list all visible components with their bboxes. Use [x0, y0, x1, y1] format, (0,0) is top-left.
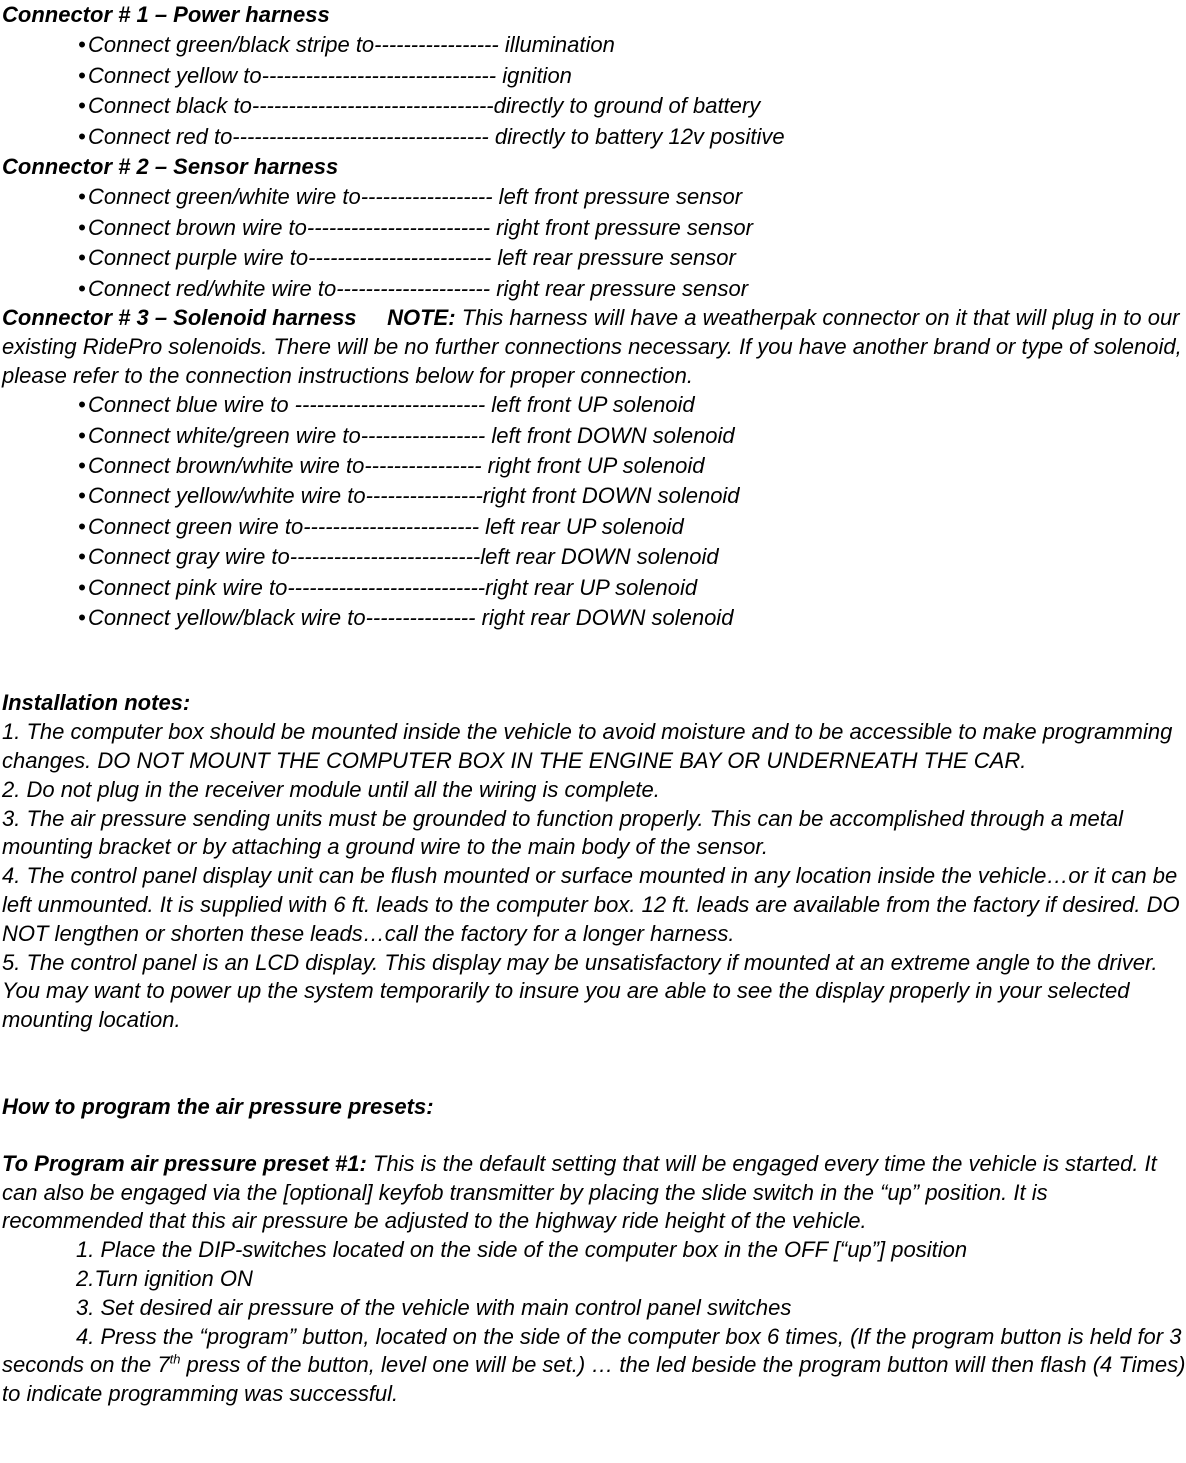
bullet-icon: • — [78, 422, 86, 448]
list-item: • Connect brown/white wire to---------------- right front UP solenoid — [2, 451, 1186, 481]
list-item: • Connect brown wire to------------------------- right front pressure sensor — [2, 213, 1186, 243]
list-item: • Connect yellow/white wire to----------------right front DOWN solenoid — [2, 481, 1186, 511]
list-item: • Connect pink wire to---------------------------right rear UP solenoid — [2, 573, 1186, 603]
list-item: • Connect gray wire to--------------------------left rear DOWN solenoid — [2, 542, 1186, 572]
bullet-icon: • — [78, 245, 86, 271]
bullet-icon: • — [78, 453, 86, 479]
connector-1-prefix: Connector # — [2, 2, 137, 27]
installation-note: 1. The computer box should be mounted inside the vehicle to avoid moisture and to be accessible to make programming changes. DO NOT MOUNT THE COMPUTER BOX IN THE ENGINE BAY OR UNDERNEATH THE CAR. — [2, 719, 1173, 774]
note-label: NOTE: — [387, 304, 456, 330]
step-4-text-b: press of the button, level one will be set.) … the led beside the program button will then flash (4 Times) to indicate programming was successful. — [2, 1352, 1186, 1407]
list-item: • Connect blue wire to -------------------------- left front UP solenoid — [2, 390, 1186, 420]
spacer — [2, 1035, 1186, 1093]
document-page — [2, 0, 1186, 1409]
bullet-icon: • — [78, 392, 86, 418]
list-item: • Connect green/black stripe to----------------- illumination — [2, 30, 1186, 60]
preset-1-label: To Program air pressure preset #1: — [2, 1150, 367, 1176]
bullet-icon: • — [78, 123, 86, 149]
bullet-icon: • — [78, 513, 86, 539]
program-step: 1. Place the DIP-switches located on the side of the computer box in the OFF [“up”] position — [76, 1237, 968, 1263]
bullet-icon: • — [78, 32, 86, 58]
bullet-icon: • — [78, 544, 86, 570]
bullet-icon: • — [78, 62, 86, 88]
bullet-icon: • — [78, 93, 86, 119]
bullet-icon: • — [78, 483, 86, 509]
installation-heading: Installation notes: — [2, 690, 191, 716]
connector-3-prefix: Connector # — [2, 304, 137, 330]
connector-3-title: 3 – Solenoid harness — [136, 304, 357, 330]
spacer — [2, 1122, 1186, 1150]
list-item: • Connect yellow to-------------------------------- ignition — [2, 61, 1186, 91]
program-step: 2.Turn ignition ON — [76, 1265, 253, 1291]
program-step-4 — [2, 1323, 1186, 1409]
installation-note: 2. Do not plug in the receiver module until all the wiring is complete. — [2, 776, 660, 802]
bullet-icon: • — [78, 184, 86, 210]
connector-3-heading — [2, 304, 1186, 390]
connector-2-heading — [2, 152, 1186, 182]
bullet-icon: • — [78, 605, 86, 631]
connector-1-heading — [2, 0, 1186, 30]
list-item: • Connect green/white wire to------------------ left front pressure sensor — [2, 182, 1186, 212]
list-item: • Connect purple wire to------------------------- left rear pressure sensor — [2, 243, 1186, 273]
step-4-text-a: 4. Press the “program” button, located on the side of the computer box 6 times, (If the program button is held for 3 seconds on the 7 — [2, 1323, 1182, 1378]
preset-1-text: This is the default setting that will be engaged every time the vehicle is started. It can also be engaged via the [optional] keyfob transmitter by placing the slide switch in the “up” position. It is recommended that this air pressure be adjusted to the highway ride height of the vehicle. — [2, 1150, 1157, 1234]
list-item: • Connect white/green wire to----------------- left front DOWN solenoid — [2, 421, 1186, 451]
installation-note: 5. The control panel is an LCD display. This display may be unsatisfactory if mounted at an extreme angle to the driver. You may want to power up the system temporarily to insure you are able to see the display properly in your selected mounting location. — [2, 949, 1158, 1033]
connector-2-title: 2 – Sensor harness — [136, 153, 339, 179]
installation-note: 4. The control panel display unit can be flush mounted or surface mounted in any location inside the vehicle…or it can be left unmounted. It is supplied with 6 ft. leads to the computer box. 12 ft. leads are available from the factory if desired. DO NOT lengthen or shorten these leads…call the factory for a longer harness. — [2, 863, 1180, 946]
spacer — [2, 633, 1186, 689]
bullet-icon: • — [78, 574, 86, 600]
bullet-icon: • — [78, 275, 86, 301]
bullet-icon: • — [78, 214, 86, 240]
connector-2-prefix: Connector # — [2, 153, 137, 179]
list-item: • Connect yellow/black wire to--------------- right rear DOWN solenoid — [2, 603, 1186, 633]
program-step: 3. Set desired air pressure of the vehicle with main control panel switches — [76, 1294, 792, 1320]
connector-1-title: 1 – Power harness — [136, 2, 330, 27]
list-item: • Connect red to----------------------------------- directly to battery 12v positive — [2, 122, 1186, 152]
installation-note: 3. The air pressure sending units must be grounded to function properly. This can be accomplished through a metal mounting bracket or by attaching a ground wire to the main body of the sensor. — [2, 805, 1124, 860]
step-4-superscript: th — [169, 1352, 181, 1368]
list-item: • Connect green wire to------------------------ left rear UP solenoid — [2, 512, 1186, 542]
list-item: • Connect black to---------------------------------directly to ground of battery — [2, 91, 1186, 121]
program-heading: How to program the air pressure presets: — [2, 1093, 434, 1119]
list-item: • Connect red/white wire to--------------------- right rear pressure sensor — [2, 274, 1186, 304]
note-text: This harness will have a weatherpak connector on it that will plug in to our existing RidePro solenoids. There will be no further connections necessary. If you have another brand or type of solenoid, please refer to the connection instructions below for proper connection. — [2, 304, 1182, 388]
preset-1-paragraph — [2, 1150, 1186, 1236]
